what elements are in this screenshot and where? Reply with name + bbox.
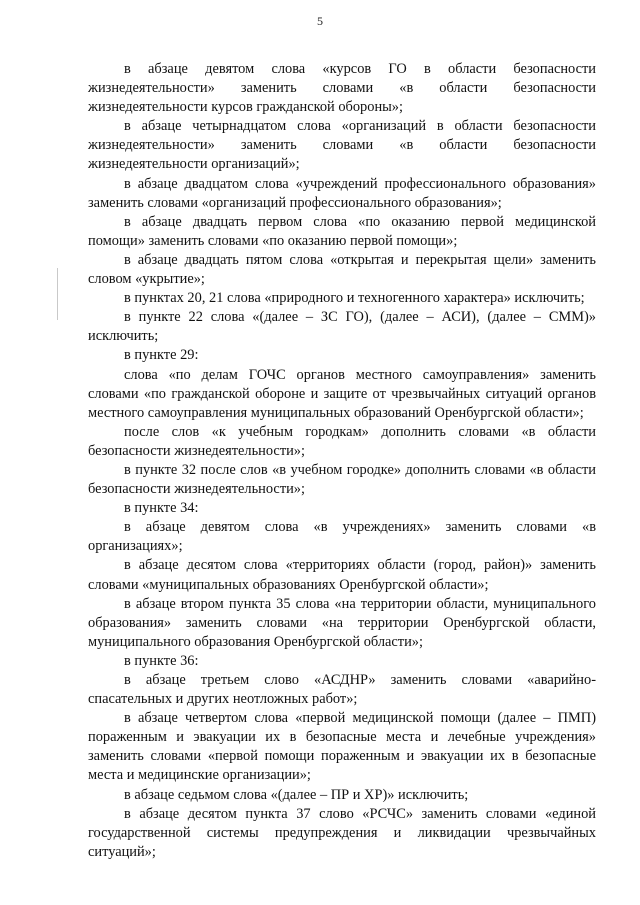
paragraph: в абзаце четырнадцатом слова «организаций в области безопасности жизнедеятельности» заменить словами «в области безопасности жизнедеятельности организаций»; (88, 118, 596, 173)
paragraph: в абзаце втором пункта 35 слова «на территории области, муниципального образования» заменить словами «на территории Оренбургской области, муниципального образования Оренбургской области»; (88, 595, 596, 650)
paragraph: в абзаце девятом слова «в учреждениях» заменить словами «в организациях»; (88, 519, 596, 555)
paragraph: в пункте 22 слова «(далее – ЗС ГО), (далее – АСИ), (далее – СММ)» исключить; (88, 309, 596, 345)
paragraph: в пункте 36: (124, 652, 199, 669)
paragraph: в пункте 34: (124, 500, 199, 517)
paragraph: в абзаце двадцатом слова «учреждений профессионального образования» заменить словами «организаций профессионального образования»; (88, 175, 596, 211)
paragraph: в абзаце седьмом слова «(далее – ПР и ХР)» исключить; (124, 786, 469, 803)
paragraph: в абзаце десятом пункта 37 слово «РСЧС» заменить словами «единой государственной системы предупреждения и ликвидации чрезвычайных ситуаций»; (88, 805, 596, 860)
paragraph: в абзаце четвертом слова «первой медицинской помощи (далее – ПМП) пораженным и эвакуации их в безопасные места и лечебные учреждения» заменить словами «первой помощи пораженным и эвакуации их в безопасные места и медицинские организации»; (88, 710, 596, 784)
paragraph: в абзаце третьем слово «АСДНР» заменить словами «аварийно-спасательных и других неотложных работ»; (88, 672, 596, 708)
margin-mark (57, 268, 58, 320)
paragraph: в абзаце двадцать пятом слова «открытая и перекрытая щели» заменить словом «укрытие»; (88, 251, 596, 288)
paragraph: слова «по делам ГОЧС органов местного самоуправления» заменить словами «по гражданской обороне и защите от чрезвычайных ситуаций органов местного самоуправления муниципальных образований Оренбургской области»; (88, 366, 596, 421)
paragraph: в пункте 32 после слов «в учебном городке» дополнить словами «в области безопасности жизнедеятельности»; (88, 461, 596, 498)
paragraph: в пункте 29: (124, 347, 199, 364)
paragraph: в абзаце десятом слова «территориях области (город, район)» заменить словами «муниципальных образованиях Оренбургской области»; (88, 557, 596, 593)
document-body (88, 60, 596, 862)
paragraph: после слов «к учебным городкам» дополнить словами «в области безопасности жизнедеятельности»; (88, 423, 596, 459)
paragraph: в абзаце девятом слова «курсов ГО в области безопасности жизнедеятельности» заменить словами «в области безопасности жизнедеятельности курсов гражданской обороны»; (88, 61, 596, 116)
paragraph: в абзаце двадцать первом слова «по оказанию первой медицинской помощи» заменить словами «по оказанию первой помощи»; (88, 213, 596, 249)
paragraph: в пунктах 20, 21 слова «природного и техногенного характера» исключить; (124, 290, 585, 307)
page-number: 5 (317, 14, 323, 28)
